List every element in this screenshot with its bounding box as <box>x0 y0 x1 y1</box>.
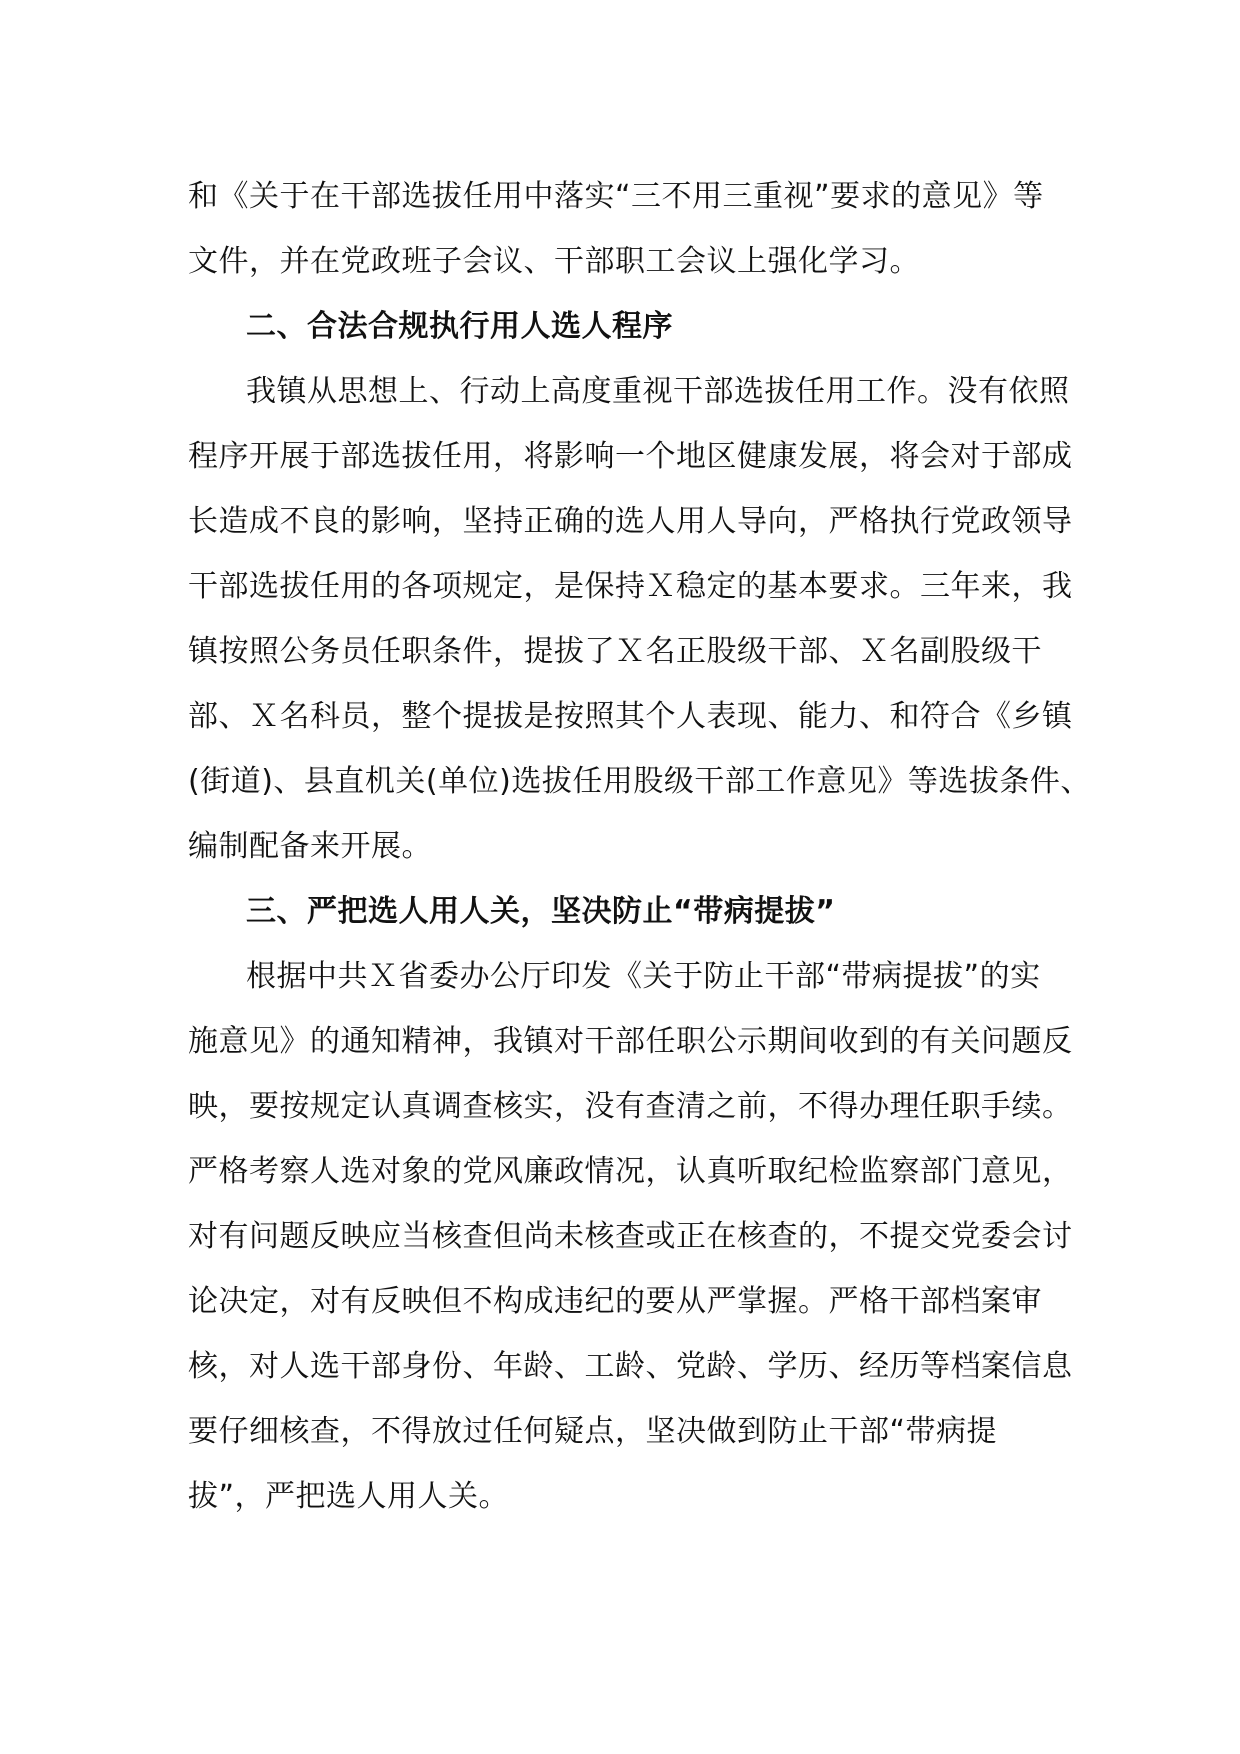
paragraph-line: 干部选拔任用的各项规定，是保持Ｘ稳定的基本要求。三年来，我 <box>188 569 1073 604</box>
section-heading-2: 二、合法合规执行用人选人程序 <box>246 309 673 344</box>
paragraph-line: 根据中共Ｘ省委办公厅印发《关于防止干部“带病提拔”的实 <box>246 959 1041 994</box>
paragraph-line: 拔”，严把选人用人关。 <box>188 1479 510 1514</box>
paragraph-line: 要仔细核查，不得放过任何疑点，坚决做到防止干部“带病提 <box>188 1414 998 1449</box>
section-heading-3: 三、严把选人用人关，坚决防止“带病提拔” <box>246 894 836 929</box>
paragraph-line: 镇按照公务员任职条件，提拔了Ｘ名正股级干部、Ｘ名副股级干 <box>188 634 1042 669</box>
paragraph-line: 核，对人选干部身份、年龄、工龄、党龄、学历、经历等档案信息 <box>188 1349 1073 1384</box>
paragraph-line: 长造成不良的影响，坚持正确的选人用人导向，严格执行党政领导 <box>188 504 1073 539</box>
document-body <box>188 164 1091 1529</box>
paragraph-line: 部、Ｘ名科员，整个提拔是按照其个人表现、能力、和符合《乡镇 <box>188 699 1073 734</box>
paragraph-line: 论决定，对有反映但不构成违纪的要从严掌握。严格干部档案审 <box>188 1284 1042 1319</box>
paragraph-line: 程序开展于部选拔任用，将影响一个地区健康发展，将会对于部成 <box>188 439 1073 474</box>
paragraph-line: (街道)、县直机关(单位)选拔任用股级干部工作意见》等选拔条件、 <box>188 764 1091 799</box>
paragraph-line: 严格考察人选对象的党风廉政情况，认真听取纪检监察部门意见， <box>188 1154 1073 1189</box>
paragraph-line: 对有问题反映应当核查但尚未核查或正在核查的，不提交党委会讨 <box>188 1219 1073 1254</box>
paragraph-line: 和《关于在干部选拔任用中落实“三不用三重视”要求的意见》等 <box>188 179 1044 214</box>
paragraph-line: 编制配备来开展。 <box>188 829 432 864</box>
paragraph-line: 映，要按规定认真调查核实，没有查清之前，不得办理任职手续。 <box>188 1089 1073 1124</box>
paragraph-line: 施意见》的通知精神，我镇对干部任职公示期间收到的有关问题反 <box>188 1024 1073 1059</box>
paragraph-line: 我镇从思想上、行动上高度重视干部选拔任用工作。没有依照 <box>246 374 1070 409</box>
paragraph-line: 文件，并在党政班子会议、干部职工会议上强化学习。 <box>188 244 920 279</box>
